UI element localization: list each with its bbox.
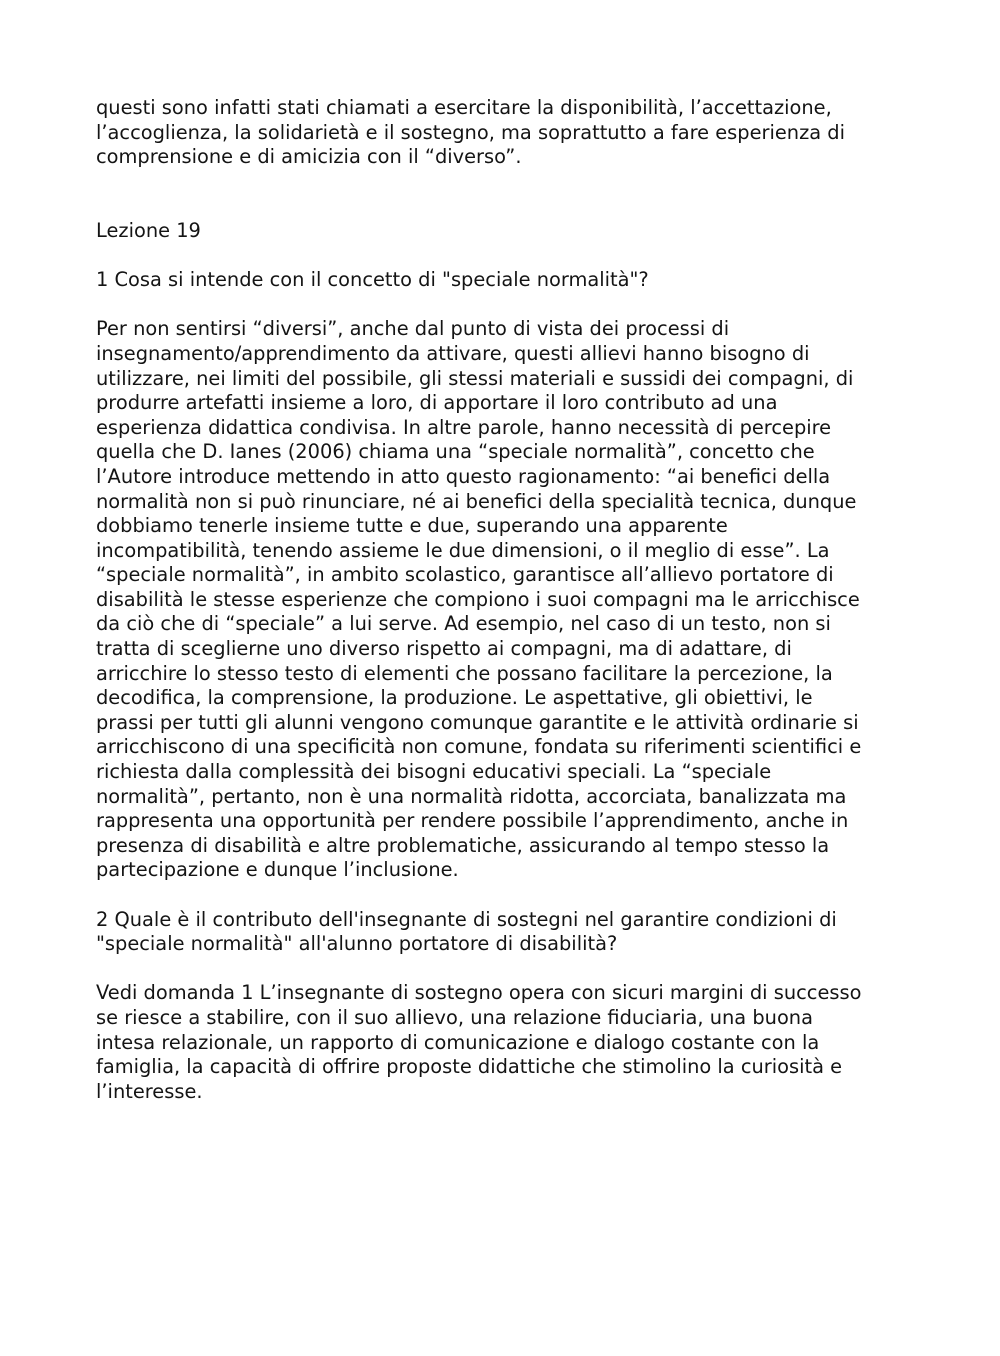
text-line: partecipazione e dunque l’inclusione. (96, 858, 459, 882)
text-line: se riesce a stabilire, con il suo allievo, una relazione fiduciaria, una buona (96, 1005, 813, 1029)
text-line: arricchiscono di una specificità non comune, fondata su riferimenti scientifici e (96, 735, 862, 759)
lesson-title: Lezione 19 (96, 218, 201, 242)
text-line: incompatibilità, tenendo assieme le due dimensioni, o il meglio di esse”. La (96, 538, 830, 562)
question-text: 2 Quale è il contributo dell'insegnante di sostegni nel garantire condizioni di (96, 907, 837, 931)
text-line: quella che D. Ianes (2006) chiama una “speciale normalità”, concetto che (96, 440, 815, 464)
lesson-heading (96, 219, 896, 244)
spacer (96, 293, 896, 318)
text-line: disabilità le stesse esperienze che compiono i suoi compagni ma le arricchisce (96, 587, 860, 611)
text-line: normalità non si può rinunciare, né ai benefici della specialità tecnica, dunque (96, 489, 857, 513)
text-line: dobbiamo tenerle insieme tutte e due, superando una apparente (96, 514, 728, 538)
text-line: tratta di sceglierne uno diverso rispetto ai compagni, ma di adattare, di (96, 637, 792, 661)
text-line: l’interesse. (96, 1079, 203, 1103)
text-line: decodifica, la comprensione, la produzione. Le aspettative, gli obiettivi, le (96, 686, 813, 710)
spacer (96, 883, 896, 908)
text-line: normalità”, pertanto, non è una normalità ridotta, accorciata, banalizzata ma (96, 784, 847, 808)
text-line: “speciale normalità”, in ambito scolastico, garantisce all’allievo portatore di (96, 563, 834, 587)
text-line: prassi per tutti gli alunni vengono comunque garantite e le attività ordinarie si (96, 710, 859, 734)
text-line: l’accoglienza, la solidarietà e il sostegno, ma soprattutto a fare esperienza di (96, 120, 845, 144)
text-line: arricchire lo stesso testo di elementi che possano facilitare la percezione, la (96, 661, 833, 685)
text-line: produrre artefatti insieme a loro, di apportare il loro contributo ad una (96, 391, 778, 415)
intro-paragraph (96, 96, 896, 170)
question-text: "speciale normalità" all'alunno portatore di disabilità? (96, 932, 618, 956)
answer-2-paragraph (96, 981, 896, 1104)
question-text: 1 Cosa si intende con il concetto di "speciale normalità"? (96, 268, 649, 292)
spacer (96, 244, 896, 269)
spacer (96, 170, 896, 219)
text-line: presenza di disabilità e altre problematiche, assicurando al tempo stesso la (96, 833, 830, 857)
text-line: utilizzare, nei limiti del possibile, gli stessi materiali e sussidi dei compagni, di (96, 366, 854, 390)
text-line: esperienza didattica condivisa. In altre parole, hanno necessità di percepire (96, 415, 832, 439)
text-line: Per non sentirsi “diversi”, anche dal punto di vista dei processi di (96, 317, 730, 341)
text-line: comprensione e di amicizia con il “diverso”. (96, 145, 522, 169)
text-line: richiesta dalla complessità dei bisogni educativi speciali. La “speciale (96, 760, 772, 784)
question-1 (96, 268, 896, 293)
text-line: rappresenta una opportunità per rendere possibile l’apprendimento, anche in (96, 809, 849, 833)
answer-1-paragraph (96, 317, 896, 883)
text-line: famiglia, la capacità di offrire proposte didattiche che stimolino la curiosità e (96, 1055, 843, 1079)
question-2 (96, 908, 896, 957)
text-line: l’Autore introduce mettendo in atto questo ragionamento: “ai benefici della (96, 464, 831, 488)
text-line: intesa relazionale, un rapporto di comunicazione e dialogo costante con la (96, 1030, 820, 1054)
text-line: insegnamento/apprendimento da attivare, questi allievi hanno bisogno di (96, 341, 810, 365)
text-line: questi sono infatti stati chiamati a esercitare la disponibilità, l’accettazione, (96, 96, 832, 119)
text-line: Vedi domanda 1 L’insegnante di sostegno opera con sicuri margini di successo (96, 981, 862, 1005)
spacer (96, 957, 896, 982)
document-page (96, 96, 896, 1104)
text-line: da ciò che di “speciale” a lui serve. Ad esempio, nel caso di un testo, non si (96, 612, 831, 636)
